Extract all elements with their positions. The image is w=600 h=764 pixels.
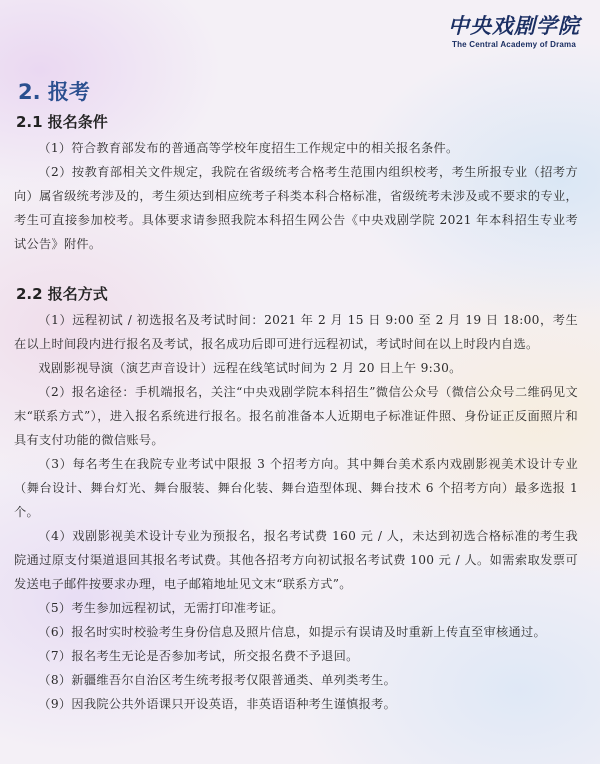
paragraph: （7）报名考生无论是否参加考试，所交报名费不予退回。 <box>38 649 359 663</box>
paragraph: （9）因我院公共外语课只开设英语，非英语语种考生谨慎报考。 <box>38 697 397 711</box>
paragraph: （6）报名时实时校验考生身份信息及照片信息，如提示有误请及时重新上传直至审核通过。 <box>38 625 546 639</box>
document-body <box>14 80 578 716</box>
subsection-2-2-title: 2.2 报名方式 <box>16 285 108 303</box>
logo-chinese-name: 中央戏剧学院 <box>448 13 580 38</box>
paragraph: （8）新疆维吾尔自治区考生统考报考仅限普通类、单列类考生。 <box>38 673 397 687</box>
logo-english-name: The Central Academy of Drama <box>451 40 576 49</box>
paragraph: （2）报名途径：手机端报名，关注“中央戏剧学院本科招生”微信公众号（微信公众号二维码见文末“联系方式”），进入报名系统进行报名。报名前准备本人近期电子标准证件照、身份证正反面照片和具有支付功能的微信账号。 <box>14 385 578 447</box>
subsection-2-1-title: 2.1 报名条件 <box>16 113 108 131</box>
paragraph: （2）按教育部相关文件规定，我院在省级统考合格考生范围内组织校考，考生所报专业（招考方向）属省级统考涉及的，考生须达到相应统考子科类本科合格标准，省级统考未涉及或不要求的专业，考生可直接参加校考。具体要求请参照我院本科招生网公告《中央戏剧学院 2021 年本科招生专业考试公告》附件。 <box>14 165 578 251</box>
section-title: 2. 报考 <box>18 80 90 104</box>
paragraph: （3）每名考生在我院专业考试中限报 3 个招考方向。其中舞台美术系内戏剧影视美术设计专业（舞台设计、舞台灯光、舞台服装、舞台化装、舞台造型体现、舞台技术 6 个招考方向）最多选报 1 个。 <box>14 457 578 519</box>
paragraph: （4）戏剧影视美术设计专业为预报名，报名考试费 160 元 / 人，未达到初选合格标准的考生我院通过原支付渠道退回其报名考试费。其他各招考方向初试报名考试费 100 元 / 人。如需索取发票可发送电子邮件按要求办理，电子邮箱地址见文末“联系方式”。 <box>14 529 578 591</box>
paragraph: （5）考生参加远程初试，无需打印准考证。 <box>38 601 284 615</box>
paragraph: 戏剧影视导演（演艺声音设计）远程在线笔试时间为 2 月 20 日上午 9:30。 <box>38 361 462 375</box>
logo <box>448 14 580 49</box>
paragraph: （1）符合教育部发布的普通高等学校年度招生工作规定中的相关报名条件。 <box>38 141 459 155</box>
paragraph: （1）远程初试 / 初选报名及考试时间：2021 年 2 月 15 日 9:00 至 2 月 19 日 18:00，考生在以上时间段内进行报名及考试，报名成功后即可进行远程初试，考试时间在以上时段内自选。 <box>14 313 578 351</box>
